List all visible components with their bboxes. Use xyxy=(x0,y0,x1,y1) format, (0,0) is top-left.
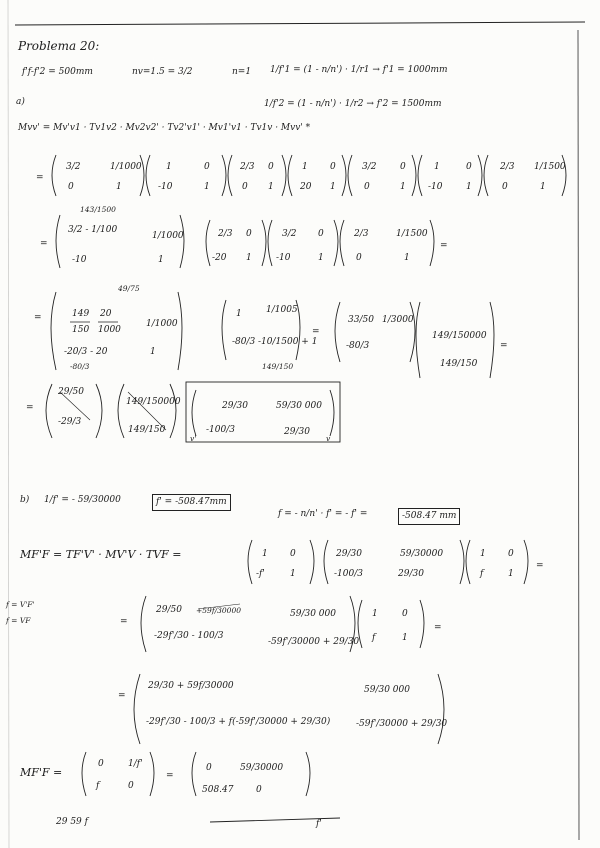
s2-m3-b: 0 xyxy=(318,229,324,239)
s2-m2-d: 1 xyxy=(246,253,252,263)
s1-m6-c: -10 xyxy=(428,182,443,192)
s1-m2-d: 1 xyxy=(204,182,210,192)
s3-note: 49/75 xyxy=(118,284,140,293)
air-index: n=1 xyxy=(232,67,252,77)
f-prime-result: f' = -508.47mm xyxy=(152,494,231,511)
s1-m6-b: 0 xyxy=(466,162,472,172)
mff-m-d: 29/30 xyxy=(398,569,424,579)
mff2-r11-struck: +59f/30000 xyxy=(196,606,241,615)
s1-m4-a: 1 xyxy=(302,162,308,172)
s3-b22-note: 149/150 xyxy=(262,362,294,371)
s4-final-c: -100/3 xyxy=(206,425,235,435)
mff4-rhs-a: 0 xyxy=(206,763,212,773)
s4-final-a: 29/30 xyxy=(222,401,248,411)
s1-m4-b: 0 xyxy=(330,162,336,172)
s1-m5-b: 0 xyxy=(400,162,406,172)
footer-left: 29 59 f xyxy=(56,817,88,827)
s3-c12: 1/3000 xyxy=(382,315,414,325)
s3-a11-b-bot: 1000 xyxy=(98,325,121,335)
s1-m6-a: 1 xyxy=(434,162,440,172)
s4-final-d: 29/30 xyxy=(284,427,310,437)
mff-m-a: 29/30 xyxy=(336,549,362,559)
s3-a12: 1/1000 xyxy=(146,319,178,329)
s2-m1-c: -10 xyxy=(72,255,87,265)
s2-m1-d: 1 xyxy=(158,255,164,265)
mff2-r11: 29/50 xyxy=(156,605,182,615)
s1-m7-d: 1 xyxy=(540,182,546,192)
s1-m4-c: 20 xyxy=(300,182,312,192)
mff4-rhs-b: 59/30000 xyxy=(240,763,284,773)
s1-m3-b: 0 xyxy=(268,162,274,172)
s3-c21: -80/3 xyxy=(346,341,370,351)
s1-m2-b: 0 xyxy=(204,162,210,172)
s1-m2-a: 1 xyxy=(166,162,172,172)
footer-right: f' xyxy=(316,819,322,829)
given-focal: f'f-f'2 = 500mm xyxy=(22,67,93,77)
mff3-r11: 29/30 + 59f/30000 xyxy=(148,681,234,691)
s2-m1-b: 1/1000 xyxy=(152,231,184,241)
page-title: Problema 20: xyxy=(18,39,100,53)
side-note-2: f = VF xyxy=(6,616,31,625)
mff3-r22: -59f'/30000 + 29/30 xyxy=(356,719,448,729)
s3-c22: 149/150 xyxy=(440,359,478,369)
s2-m2-b: 0 xyxy=(246,229,252,239)
mff4-lhs: MF'F = xyxy=(20,766,63,779)
s3-a11-bot: 150 xyxy=(72,325,90,335)
s3-a11-b-top: 20 xyxy=(100,309,112,319)
mff2-m2-b: 0 xyxy=(402,609,408,619)
mff3-r12: 59/30 000 xyxy=(364,685,410,695)
s1-m1-a: 3/2 xyxy=(66,162,81,172)
s2-m4-b: 1/1500 xyxy=(396,229,428,239)
s1-m7-a: 2/3 xyxy=(500,162,515,172)
s1-m1-b: 1/1000 xyxy=(110,162,142,172)
s2-note: 143/1500 xyxy=(80,205,116,214)
s3-c11: 33/50 xyxy=(348,315,374,325)
s1-m3-a: 2/3 xyxy=(240,162,255,172)
s2-m4-a: 2/3 xyxy=(354,229,369,239)
mff3-r21: -29f'/30 - 100/3 + f(-59f'/30000 + 29/30) xyxy=(146,717,331,727)
s3-a11-top: 149 xyxy=(72,309,90,319)
s3-b22: -10/1500 + 1 xyxy=(258,337,318,347)
mff2-r12: 59/30 000 xyxy=(290,609,336,619)
mff4-rhs-c: 508.47 xyxy=(202,785,234,795)
mff-m-c: -100/3 xyxy=(334,569,363,579)
s2-m3-c: -10 xyxy=(276,253,291,263)
s1-m3-c: 0 xyxy=(242,182,248,192)
s4-final-b: 59/30 000 xyxy=(276,401,322,411)
mff4-m-d: 0 xyxy=(128,781,134,791)
mff4-rhs-d: 0 xyxy=(256,785,262,795)
mff2-m2-d: 1 xyxy=(402,633,408,643)
mff2-m2-a: 1 xyxy=(372,609,378,619)
s4-struck-b: 149/150000 xyxy=(126,397,181,407)
mff4-m-c: f xyxy=(96,781,100,791)
mff2-r21: -29f'/30 - 100/3 xyxy=(154,631,224,641)
s3-b21: -80/3 xyxy=(232,337,256,347)
f-relation: f = - n/n' · f' = - f' = xyxy=(278,509,368,519)
lens2-equation: 1/f'2 = (1 - n/n') · 1/r2 → f'2 = 1500mm xyxy=(264,99,442,109)
s4-struck-a: 29/50 xyxy=(58,387,84,397)
s2-m3-a: 3/2 xyxy=(282,229,297,239)
s1-m5-d: 1 xyxy=(400,182,406,192)
s2-m4-c: 0 xyxy=(356,253,362,263)
scanned-page: Problema 20: f'f-f'2 = 500mm nv=1.5 = 3/2 n=1 1/f'1 = (1 - n/n') · 1/r1 → f'1 = 1000mm a) 1/f'2 = (1 - n/n') · 1/r2 → f'2 = 1500mm Mvv' = Mv'v1 · Tv1v2 · Mv2v2' · Tv2'v1' · Mv1'v1 · Tv1v · Mvv' * = 3/2 1/1000 0 1 1 0 -10 1 2/3 0 0 1 1 0 20 1 3/2 0 0 1 1 0 -10 1 2/3 1/1500 0 1 143/1500 = 3/2 - 1/100 1/1000 -10 1 2/3 0 -20 1 3/2 0 -10 1 2/3 1/1500 0 1 = 49/75 = 149 150 20 1000 -20/3 - 20 -80/3 1/1000 1 1 1/1005 -80/3 -10/1500 + 1 149/150 = 33/50 1/3000 -80/3 149/150000 149/150 = = 29/50 149/150000 -29/3 149/150 v' 29/30 59/30 000 -100/3 29/30 v b) 1/f' = - 59/30000 f' = -508.47mm f = - n/n' · f' = - f' = -508.47 mm MF'F = TF'V' · MV'V · TVF = 1 0 -f' 1 29/30 59/30000 -100/3 29/30 1 0 f 1 = f = V'F' f = VF = 29/50 +59f/30000 59/30 000 -29f'/30 - 100/3 -59f'/30000 + 29/30 1 0 f 1 = = 29/30 + 59f/30000 59/30 000 -29f'/30 - 100/3 + f(-59f'/30000 + 29/30) -59f'/30000 + 29/30 MF'F = 0 1/f' f 0 = 0 59/30000 508.47 0 29 59 f f' xyxy=(0,0,600,848)
s3-a22: 1 xyxy=(150,347,156,357)
s1-m6-d: 1 xyxy=(466,182,472,192)
s2-m2-c: -20 xyxy=(212,253,227,263)
mff2-r22: -59f'/30000 + 29/30 xyxy=(268,637,360,647)
s3-b11: 1 xyxy=(236,309,242,319)
mff-t1-d: 1 xyxy=(290,569,296,579)
s4-struck-d: 149/150 xyxy=(128,425,166,435)
mff-t1-b: 0 xyxy=(290,549,296,559)
s3-a21: -20/3 - 20 xyxy=(64,347,108,357)
mff4-m-a: 0 xyxy=(98,759,104,769)
matrix-chain: Mvv' = Mv'v1 · Tv1v2 · Mv2v2' · Tv2'v1' · Mv1'v1 · Tv1v · Mvv' * xyxy=(18,123,311,133)
s2-m4-d: 1 xyxy=(404,253,410,263)
s1-m5-a: 3/2 xyxy=(362,162,377,172)
s3-a21-b: -80/3 xyxy=(70,362,90,371)
part-b-equation: 1/f' = - 59/30000 xyxy=(44,495,121,505)
s2-m2-a: 2/3 xyxy=(218,229,233,239)
s4-label-v2: v xyxy=(326,434,331,443)
part-a-label: a) xyxy=(16,97,25,107)
s1-m7-c: 0 xyxy=(502,182,508,192)
s4-struck-c: -29/3 xyxy=(58,417,82,427)
s1-m4-d: 1 xyxy=(330,182,336,192)
s1-m2-c: -10 xyxy=(158,182,173,192)
s4-label-v1: v' xyxy=(190,434,197,443)
side-note-1: f = V'F' xyxy=(6,600,35,609)
mff4-m-b: 1/f' xyxy=(128,759,143,769)
glass-index: nv=1.5 = 3/2 xyxy=(132,67,193,77)
f-result: -508.47 mm xyxy=(398,508,460,525)
mff-lhs: MF'F = TF'V' · MV'V · TVF = xyxy=(20,548,182,561)
mff-m-b: 59/30000 xyxy=(400,549,444,559)
s2-m1-a: 3/2 - 1/100 xyxy=(68,225,118,235)
s1-m1-d: 1 xyxy=(116,182,122,192)
lens1-equation: 1/f'1 = (1 - n/n') · 1/r1 → f'1 = 1000mm xyxy=(270,65,448,75)
mff-t1-a: 1 xyxy=(262,549,268,559)
mff-t2-b: 0 xyxy=(508,549,514,559)
s3-c12-scrawl: 149/150000 xyxy=(432,331,487,341)
s1-m5-c: 0 xyxy=(364,182,370,192)
part-b-label: b) xyxy=(20,495,30,505)
s3-b12: 1/1005 xyxy=(266,305,298,315)
mff2-m2-c: f xyxy=(372,633,376,643)
s2-m3-d: 1 xyxy=(318,253,324,263)
mff-t2-a: 1 xyxy=(480,549,486,559)
mff-t1-c: -f' xyxy=(256,569,265,579)
s1-m7-b: 1/1500 xyxy=(534,162,566,172)
s1-m1-c: 0 xyxy=(68,182,74,192)
mff-t2-c: f xyxy=(480,569,484,579)
mff-t2-d: 1 xyxy=(508,569,514,579)
s1-m3-d: 1 xyxy=(268,182,274,192)
